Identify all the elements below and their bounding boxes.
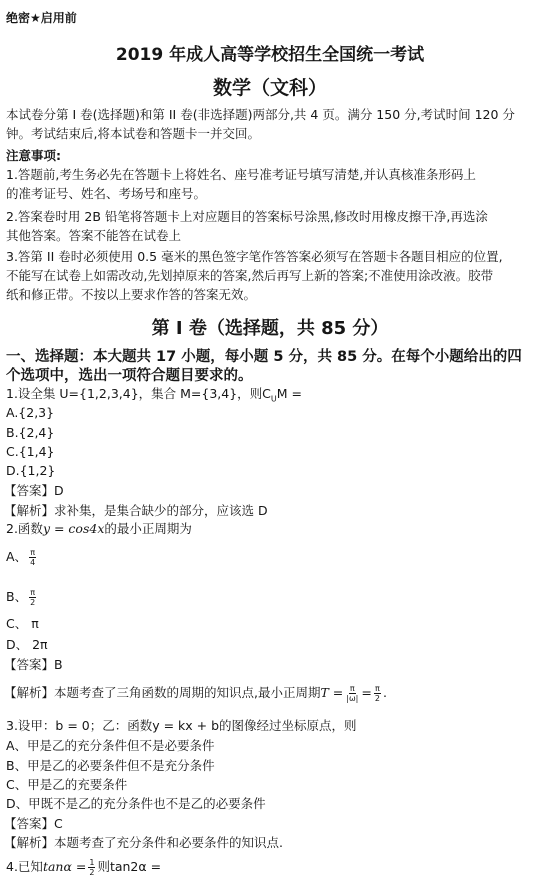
notes-heading: 注意事项: <box>6 148 61 163</box>
q1-option: D.{1,2} <box>6 463 56 478</box>
q1-stem: 1.设全集 U={1,2,3,4}，集合 M={3,4}，则$C_UM$ = <box>6 386 302 404</box>
notes-line: 的准考证号、姓名、考场号和座号。 <box>6 186 207 201</box>
q3-option: D、甲既不是乙的充分条件也不是乙的必要条件 <box>6 796 266 811</box>
q2-option-d: D、 2π <box>6 637 48 652</box>
notes-line: 3.答第 II 卷时必须使用 0.5 毫米的黑色签字笔作答答案必须写在答题卡各题目相应的位置, <box>6 249 503 264</box>
section-instructions: 一、选择题：本大题共 17 小题，每小题 5 分，共 85 分。在每个小题给出的四 <box>6 349 522 365</box>
q4-stem: 4.已知tanα = $\frac{1}{2}$ 则tan2α = <box>6 858 162 877</box>
intro-line: 钟。考试结束后,将本试卷和答题卡一并交回。 <box>6 126 260 141</box>
q1-analysis: 【解析】求补集，是集合缺少的部分，应该选 D <box>4 503 268 518</box>
q3-option: C、甲是乙的充要条件 <box>6 777 128 792</box>
notes-line: 其他答案。答案不能答在试卷上 <box>6 228 182 243</box>
intro-line: 本试卷分第 I 卷(选择题)和第 II 卷(非选择题)两部分,共 4 页。满分 150 分,考试时间 120 分 <box>6 107 515 122</box>
q2-stem: 2.函数y = cos4x的最小正周期为 <box>6 521 192 536</box>
section-instructions: 个选项中，选出一项符合题目要求的。 <box>6 368 253 384</box>
q2-option-c: C、 π <box>6 616 39 631</box>
q1-option: C.{1,4} <box>6 444 55 459</box>
notes-line: 纸和修正带。不按以上要求作答的答案无效。 <box>6 287 257 302</box>
q3-answer: 【答案】C <box>4 816 63 831</box>
subject-title: 数学（文科） <box>212 77 327 99</box>
q1-option: A.{2,3} <box>6 405 55 420</box>
q2-analysis: 【解析】本题考查了三角函数的周期的知识点,最小正周期T = $\frac{\pi}{|\omega|}$ = $\frac{\pi}{2}$ . <box>4 684 387 703</box>
notes-line: 2.答案卷时用 2B 铅笔将答题卡上对应题目的答案标号涂黑,修改时用橡皮擦干净,再选涂 <box>6 209 488 224</box>
q2-option-b: B、 $\frac{\pi}{2}$ <box>6 588 36 607</box>
q1-answer: 【答案】D <box>4 483 64 498</box>
q3-analysis: 【解析】本题考查了充分条件和必要条件的知识点. <box>4 835 283 850</box>
q2-answer: 【答案】B <box>4 657 63 672</box>
q3-option: B、甲是乙的必要条件但不是充分条件 <box>6 758 215 773</box>
part1-title: 第 I 卷（选择题，共 85 分） <box>151 318 389 339</box>
confidential-label: 绝密★启用前 <box>6 11 77 25</box>
q2-option-a: A、 $\frac{\pi}{4}$ <box>6 548 36 567</box>
notes-line: 1.答题前,考生务必先在答题卡上将姓名、座号准考证号填写清楚,并认真核准条形码上 <box>6 167 476 182</box>
q1-option: B.{2,4} <box>6 425 55 440</box>
notes-line: 不能写在试卷上如需改动,先划掉原来的答案,然后再写上新的答案;不准使用涂改液。胶带 <box>6 268 494 283</box>
exam-title: 2019 年成人高等学校招生全国统一考试 <box>115 45 425 65</box>
q3-option: A、甲是乙的充分条件但不是必要条件 <box>6 738 215 753</box>
q3-stem: 3.设甲：b = 0；乙：函数y = kx + b的图像经过坐标原点，则 <box>6 718 357 733</box>
